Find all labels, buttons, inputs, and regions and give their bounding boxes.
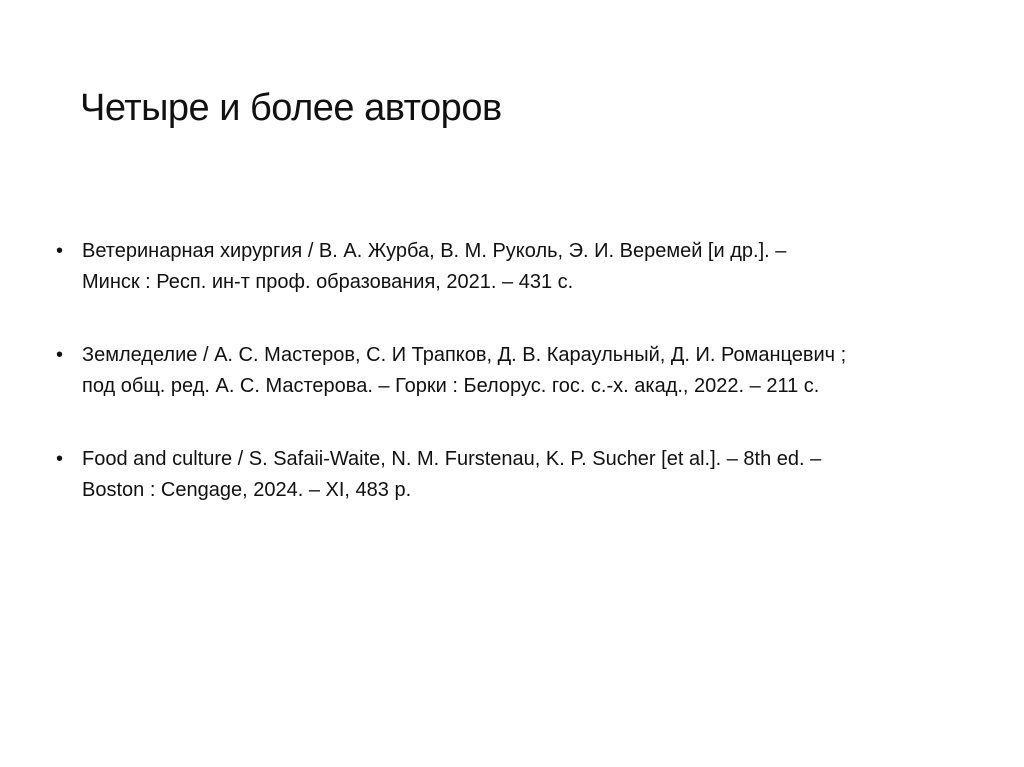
slide-title: Четыре и более авторов <box>80 87 502 129</box>
reference-line: Ветеринарная хирургия / В. А. Журба, В. М. Руколь, Э. И. Веремей [и др.]. – <box>82 240 787 262</box>
reference-line: Минск : Респ. ин-т проф. образования, 2021. – 431 с. <box>82 271 574 293</box>
bullet-icon: • <box>56 344 64 366</box>
reference-text <box>82 236 956 298</box>
reference-line: под общ. ред. А. С. Мастерова. – Горки : Белорус. гос. с.-х. акад., 2022. – 211 с. <box>82 375 820 397</box>
reference-line: Food and culture / S. Safaii-Waite, N. M. Furstenau, K. P. Sucher [et al.]. – 8th ed. – <box>82 448 822 470</box>
reference-line: Земледелие / А. С. Мастеров, С. И Трапков, Д. В. Караульный, Д. И. Романцевич ; <box>82 344 847 366</box>
reference-text <box>82 444 956 506</box>
reference-list <box>56 236 956 548</box>
bullet-icon: • <box>56 240 64 262</box>
reference-text <box>82 340 956 402</box>
reference-item <box>56 444 956 506</box>
reference-item <box>56 236 956 298</box>
bullet-icon: • <box>56 448 64 470</box>
reference-line: Boston : Cengage, 2024. – XI, 483 p. <box>82 479 412 501</box>
reference-item <box>56 340 956 402</box>
